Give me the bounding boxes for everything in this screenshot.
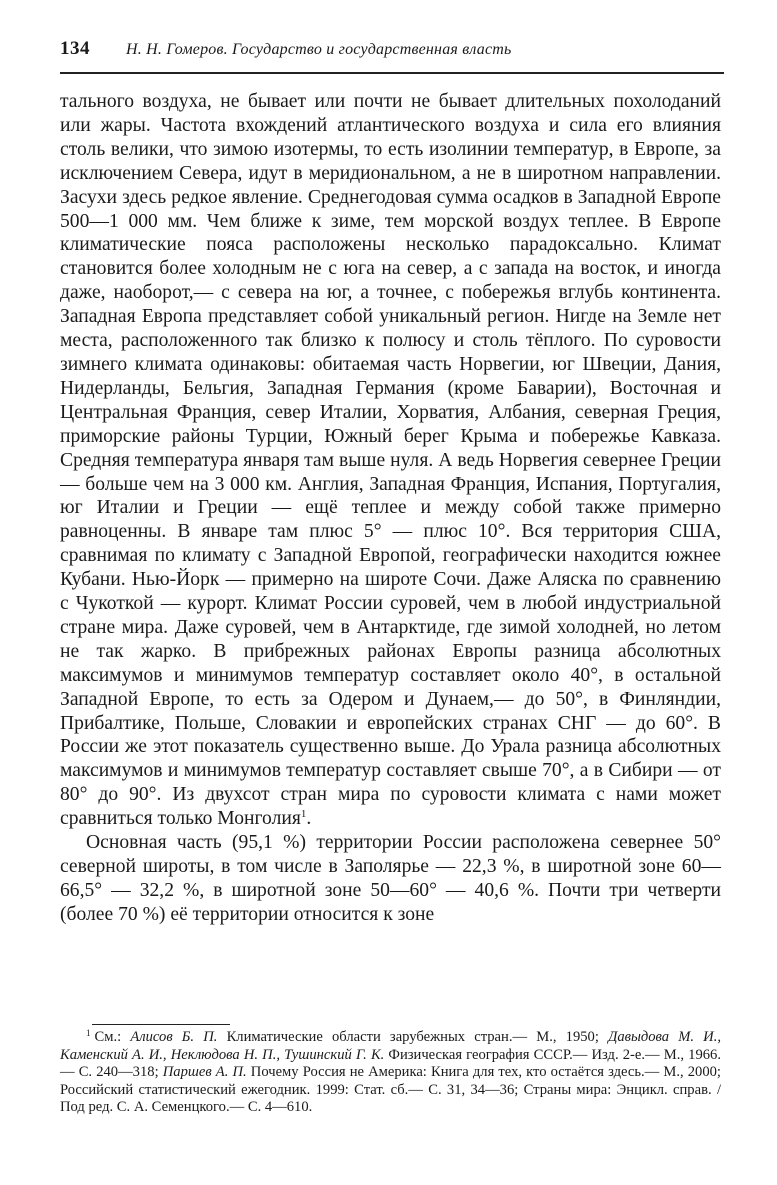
footnote-reference[interactable]: 1 <box>300 808 307 821</box>
footnote-source: Климатические области зарубежных стран.— М., 1950; <box>226 1029 599 1045</box>
footnote-text <box>60 1029 721 1117</box>
paragraph-text: тального воздуха, не бывает или почти не бывает длительных похолоданий или жары. Частота вхождений атлантического воздуха и сила его влияния столь велики, что зимою изотермы, то есть изолинии температур, в Европе, за исключением Севера, идут в меридиональном, а не в широтном направлении. Засухи здесь редкое явление. Среднегодовая сумма осадков в Западной Европе 500—1 000 мм. Чем ближе к зиме, тем морской воздух теплее. В Европе климатические пояса расположены несколько парадоксально. Климат становится более холодным не с юга на север, а с запада на восток, и иногда даже, наоборот,— с севера на юг, а точнее, с побережья вглубь континента. Западная Европа представляет собой уникальный регион. Нигде на Земле нет места, расположенного так близко к полюсу и столь тёплого. По суровости зимнего климата одинаковы: обитаемая часть Норвегии, юг Швеции, Дания, Нидерланды, Бельгия, Западная Германия (кроме Баварии), Восточная и Центральная Франция, север Италии, Хорватия, Албания, северная Греция, приморские районы Турции, Южный берег Крыма и побережье Кавказа. Средняя температура января там выше нуля. А ведь Норвегия севернее Греции — больше чем на 3 000 км. Англия, Западная Франция, Испания, Португалия, юг Италии и Греции — ещё теплее и между собой также примерно равноценны. В январе там плюс 5° — плюс 10°. Вся территория США, сравнимая по климату с Западной Европой, географически находится южнее Кубани. Нью-Йорк — примерно на широте Сочи. Даже Аляска по сравнению с Чукоткой — курорт. Климат России суровей, чем в любой индустриальной стране мира. Даже суровей, чем в Антарктиде, где зимой холодней, но летом не так жарко. В прибрежных районах Европы разница абсолютных максимумов и минимумов температур составляет около 40°, в остальной Западной Европе, то есть за Одером и Дунаем,— до 50°, в Финляндии, Прибалтике, Польше, Словакии и европейских странах СНГ — до 60°. В России же этот показатель существенно выше. До Урала разница абсолютных максимумов и минимумов температур составляет свыше 70°, а в Сибири — от 80° до 90°. Из двухсот стран мира по суровости климата с нами может сравниться только Монголия <box>60 91 721 830</box>
running-title: Н. Н. Гомеров. Государство и государственная власть <box>126 41 512 58</box>
footnote-source: Физическая география СССР.— Изд. 2-е.— М., 1966.— С. 240—318; <box>60 1046 721 1081</box>
paragraph: Основная часть (95,1 %) территории России расположена севернее 50° северной широты, в том числе в Заполярье — 22,3 %, в широтной зоне 60—66,5° — 32,2 %, в широтной зоне 50—60° — 40,6 %. Почти три четверти (более 70 %) её территории относится к зоне <box>60 832 721 925</box>
footnote-author: Алисов Б. П. <box>130 1029 218 1045</box>
footnote <box>60 1029 721 1117</box>
main-text <box>60 90 721 927</box>
footnote-source: Почему Россия не Америка: Книга для тех, кто остаётся здесь.— М., 2000; Российский статистический ежегодник. 1999: Стат. сб.— С. 31, 34—36; Страны мира: Энцикл. справ. / Под ред. С. А. Семенцкого.— С. 4—610. <box>60 1064 721 1116</box>
header-divider <box>60 72 724 74</box>
page-number: 134 <box>60 38 90 59</box>
footnote-author: Давыдова М. И., Каменский А. И., Неклюдова Н. П., Тушинский Г. К. <box>60 1029 722 1063</box>
footnote-divider <box>92 1024 230 1025</box>
footnote-see: См.: <box>94 1029 122 1045</box>
footnote-author: Паршев А. П. <box>162 1064 247 1081</box>
footnote-mark: 1 <box>86 1028 91 1038</box>
paragraph: тального воздуха, не бывает или почти не бывает длительных похолоданий или жары. Частота вхождений атлантического воздуха и сила его влияния столь велики, что зимою изотермы, то есть изолинии температур, в Европе, за исключением Севера, идут в меридиональном, а не в широтном направлении. Засухи здесь редкое явление. Среднегодовая сумма осадков в Западной Европе 500—1 000 мм. Чем ближе к зиме, тем морской воздух теплее. В Европе климатические пояса расположены несколько парадоксально. Климат становится более холодным не с юга на север, а с запада на восток, и иногда даже, наоборот,— с севера на юг, а точнее, с побережья вглубь континента. Западная Европа представляет собой уникальный регион. Нигде на Земле нет места, расположенного так близко к полюсу и столь тёплого. По суровости зимнего климата одинаковы: обитаемая часть Норвегии, юг Швеции, Дания, Нидерланды, Бельгия, Западная Германия (кроме Баварии), Восточная и Центральная Франция, север Италии, Хорватия, Албания, северная Греция, приморские районы Турции, Южный берег Крыма и побережье Кавказа. Средняя температура января там выше нуля. А ведь Норвегия севернее Греции — больше чем на 3 000 км. Англия, Западная Франция, Испания, Португалия, юг Италии и Греции — ещё теплее и между собой также примерно равноценны. В январе там плюс 5° — плюс 10°. Вся территория США, сравнимая по климату с Западной Европой, географически находится южнее Кубани. Нью-Йорк — примерно на широте Сочи. Даже Аляска по сравнению с Чукоткой — курорт. Климат России суровей, чем в любой индустриальной стране мира. Даже суровей, чем в Антарктиде, где зимой холодней, но летом не так жарко. В прибрежных районах Европы разница абсолютных максимумов и минимумов температур составляет около 40°, в остальной Западной Европе, то есть за Одером и Дунаем,— до 50°, в Финляндии, Прибалтике, Польше, Словакии и европейских странах СНГ — до 60°. В России же этот показатель существенно выше. До Урала разница абсолютных максимумов и минимумов температур составляет свыше 70°, а в Сибири — от 80° до 90°. Из двухсот стран мира по суровости климата с нами может сравниться только Монголия$^1$. <box>60 91 721 830</box>
page-header <box>60 38 720 68</box>
